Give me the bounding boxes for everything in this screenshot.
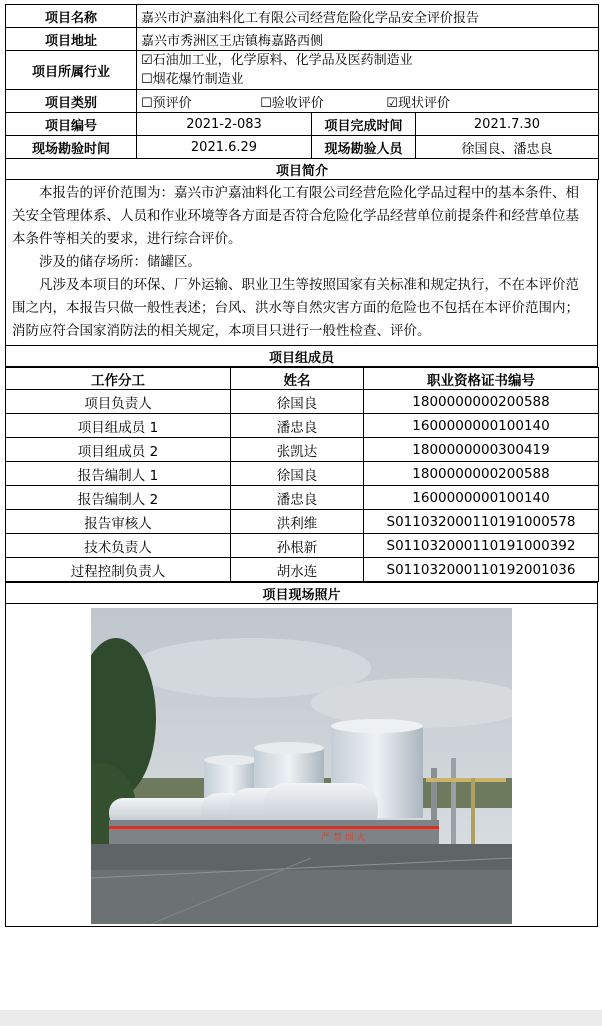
member-role: 技术负责人 (6, 534, 231, 558)
row-intro-heading (6, 159, 599, 180)
member-cert: S011032000110191000578 (364, 510, 599, 534)
project-industry-options (137, 51, 599, 90)
row-survey (6, 136, 599, 159)
member-role: 报告编制人 2 (6, 486, 231, 510)
member-name: 徐国良 (231, 390, 364, 414)
member-name: 孙根新 (231, 534, 364, 558)
row-project-industry (6, 51, 599, 90)
storage-tank-top (331, 719, 423, 733)
site-photo (91, 608, 512, 924)
member-name: 潘忠良 (231, 414, 364, 438)
wall-stripe (109, 826, 439, 829)
ground-foreground (91, 870, 512, 924)
category-option-label: 现状评价 (397, 95, 450, 111)
photo-heading-table (5, 582, 598, 604)
row-project-name (6, 5, 599, 28)
industry-option-fireworks[interactable] (141, 70, 594, 89)
member-cert: 1800000000200588 (364, 390, 599, 414)
category-option-label: 预评价 (152, 95, 192, 111)
members-header-row (6, 368, 599, 390)
col-header-cert: 职业资格证书编号 (364, 368, 599, 390)
table-row (6, 510, 599, 534)
project-category-options (137, 90, 599, 113)
photo-heading: 项目现场照片 (6, 583, 598, 604)
project-number-value: 2021-2-083 (137, 113, 312, 136)
intro-paragraph-scope: 本报告的评价范围为：嘉兴市沪嘉油料化工有限公司经营危险化学品过程中的基本条件、相关安全管理体系、人员和作业环境等各方面是否符合危险化学品经营单位前提条件和经营单位基本条件等相关的要求，进行综合评价。 (12, 185, 579, 247)
table-row (6, 414, 599, 438)
project-name-value: 嘉兴市沪嘉油料化工有限公司经营危险化学品安全评价报告 (137, 5, 599, 28)
member-role: 项目组成员 1 (6, 414, 231, 438)
row-project-category (6, 90, 599, 113)
checkbox-checked-icon: ☑ (386, 95, 398, 111)
member-name: 洪利维 (231, 510, 364, 534)
member-cert: 1800000000300419 (364, 438, 599, 462)
col-header-name: 姓名 (231, 368, 364, 390)
containment-wall (109, 820, 439, 844)
table-row (6, 438, 599, 462)
members-table (5, 367, 599, 582)
survey-time-value: 2021.6.29 (137, 136, 312, 159)
table-row (6, 534, 599, 558)
member-cert: S011032000110191000392 (364, 534, 599, 558)
project-info-table (5, 4, 599, 180)
project-industry-label: 项目所属行业 (6, 51, 137, 90)
checkbox-empty-icon: ☐ (141, 72, 153, 87)
member-cert: 1600000000100140 (364, 486, 599, 510)
survey-time-label: 现场勘验时间 (6, 136, 137, 159)
category-option-pre[interactable] (141, 92, 246, 111)
project-completion-label: 项目完成时间 (312, 113, 416, 136)
member-role: 报告审核人 (6, 510, 231, 534)
member-role: 报告编制人 1 (6, 462, 231, 486)
project-address-label: 项目地址 (6, 28, 137, 51)
project-name-label: 项目名称 (6, 5, 137, 28)
member-cert: S011032000110192001036 (364, 558, 599, 582)
intro-paragraph-exclusions: 凡涉及本项目的环保、厂外运输、职业卫生等按照国家有关标准和规定执行，不在本评价范围之内，本报告只做一般性表述；台风、洪水等自然灾害方面的危险也不包括在本评价范围内；消防应符合国家消防法的相关规定，本项目只进行一般性检查、评价。 (12, 277, 579, 339)
intro-paragraph-storage: 涉及的储存场所：储罐区。 (39, 254, 201, 270)
pipe-rack (451, 758, 456, 848)
storage-tank-top (254, 742, 324, 754)
category-option-label: 验收评价 (271, 95, 324, 111)
survey-people-label: 现场勘验人员 (312, 136, 416, 159)
member-role: 项目组成员 2 (6, 438, 231, 462)
photo-frame (5, 604, 598, 927)
members-heading: 项目组成员 (6, 346, 598, 367)
storage-tank-top (204, 755, 258, 765)
report-page (5, 4, 598, 927)
project-category-label: 项目类别 (6, 90, 137, 113)
warning-banner: 严 禁 烟 火 (321, 833, 366, 843)
col-header-role: 工作分工 (6, 368, 231, 390)
checkbox-empty-icon: ☐ (141, 95, 153, 111)
pipe (426, 778, 506, 782)
project-completion-value: 2021.7.30 (416, 113, 599, 136)
member-name: 徐国良 (231, 462, 364, 486)
member-name: 潘忠良 (231, 486, 364, 510)
survey-people-value: 徐国良、潘忠良 (416, 136, 599, 159)
bottom-scroll-bar[interactable] (0, 1010, 602, 1026)
table-row (6, 558, 599, 582)
member-name: 张凯达 (231, 438, 364, 462)
member-name: 胡水连 (231, 558, 364, 582)
project-address-value: 嘉兴市秀洲区王店镇梅嘉路西侧 (137, 28, 599, 51)
checkbox-empty-icon: ☐ (260, 95, 272, 111)
project-number-label: 项目编号 (6, 113, 137, 136)
table-row (6, 390, 599, 414)
industry-option-petrochem[interactable] (141, 51, 594, 70)
member-role: 项目负责人 (6, 390, 231, 414)
table-row (6, 486, 599, 510)
intro-text (5, 180, 598, 345)
table-row (6, 462, 599, 486)
row-project-number (6, 113, 599, 136)
row-project-address (6, 28, 599, 51)
industry-option-label: 石油加工业，化学原料、化学品及医药制造业 (152, 53, 413, 68)
category-option-acceptance[interactable] (260, 92, 372, 111)
intro-heading: 项目简介 (6, 159, 599, 180)
industry-option-label: 烟花爆竹制造业 (152, 72, 244, 87)
member-cert: 1600000000100140 (364, 414, 599, 438)
pipe (471, 778, 475, 848)
member-cert: 1800000000200588 (364, 462, 599, 486)
members-heading-table (5, 345, 598, 367)
checkbox-checked-icon: ☑ (141, 53, 153, 68)
member-role: 过程控制负责人 (6, 558, 231, 582)
category-option-status[interactable] (386, 92, 450, 111)
